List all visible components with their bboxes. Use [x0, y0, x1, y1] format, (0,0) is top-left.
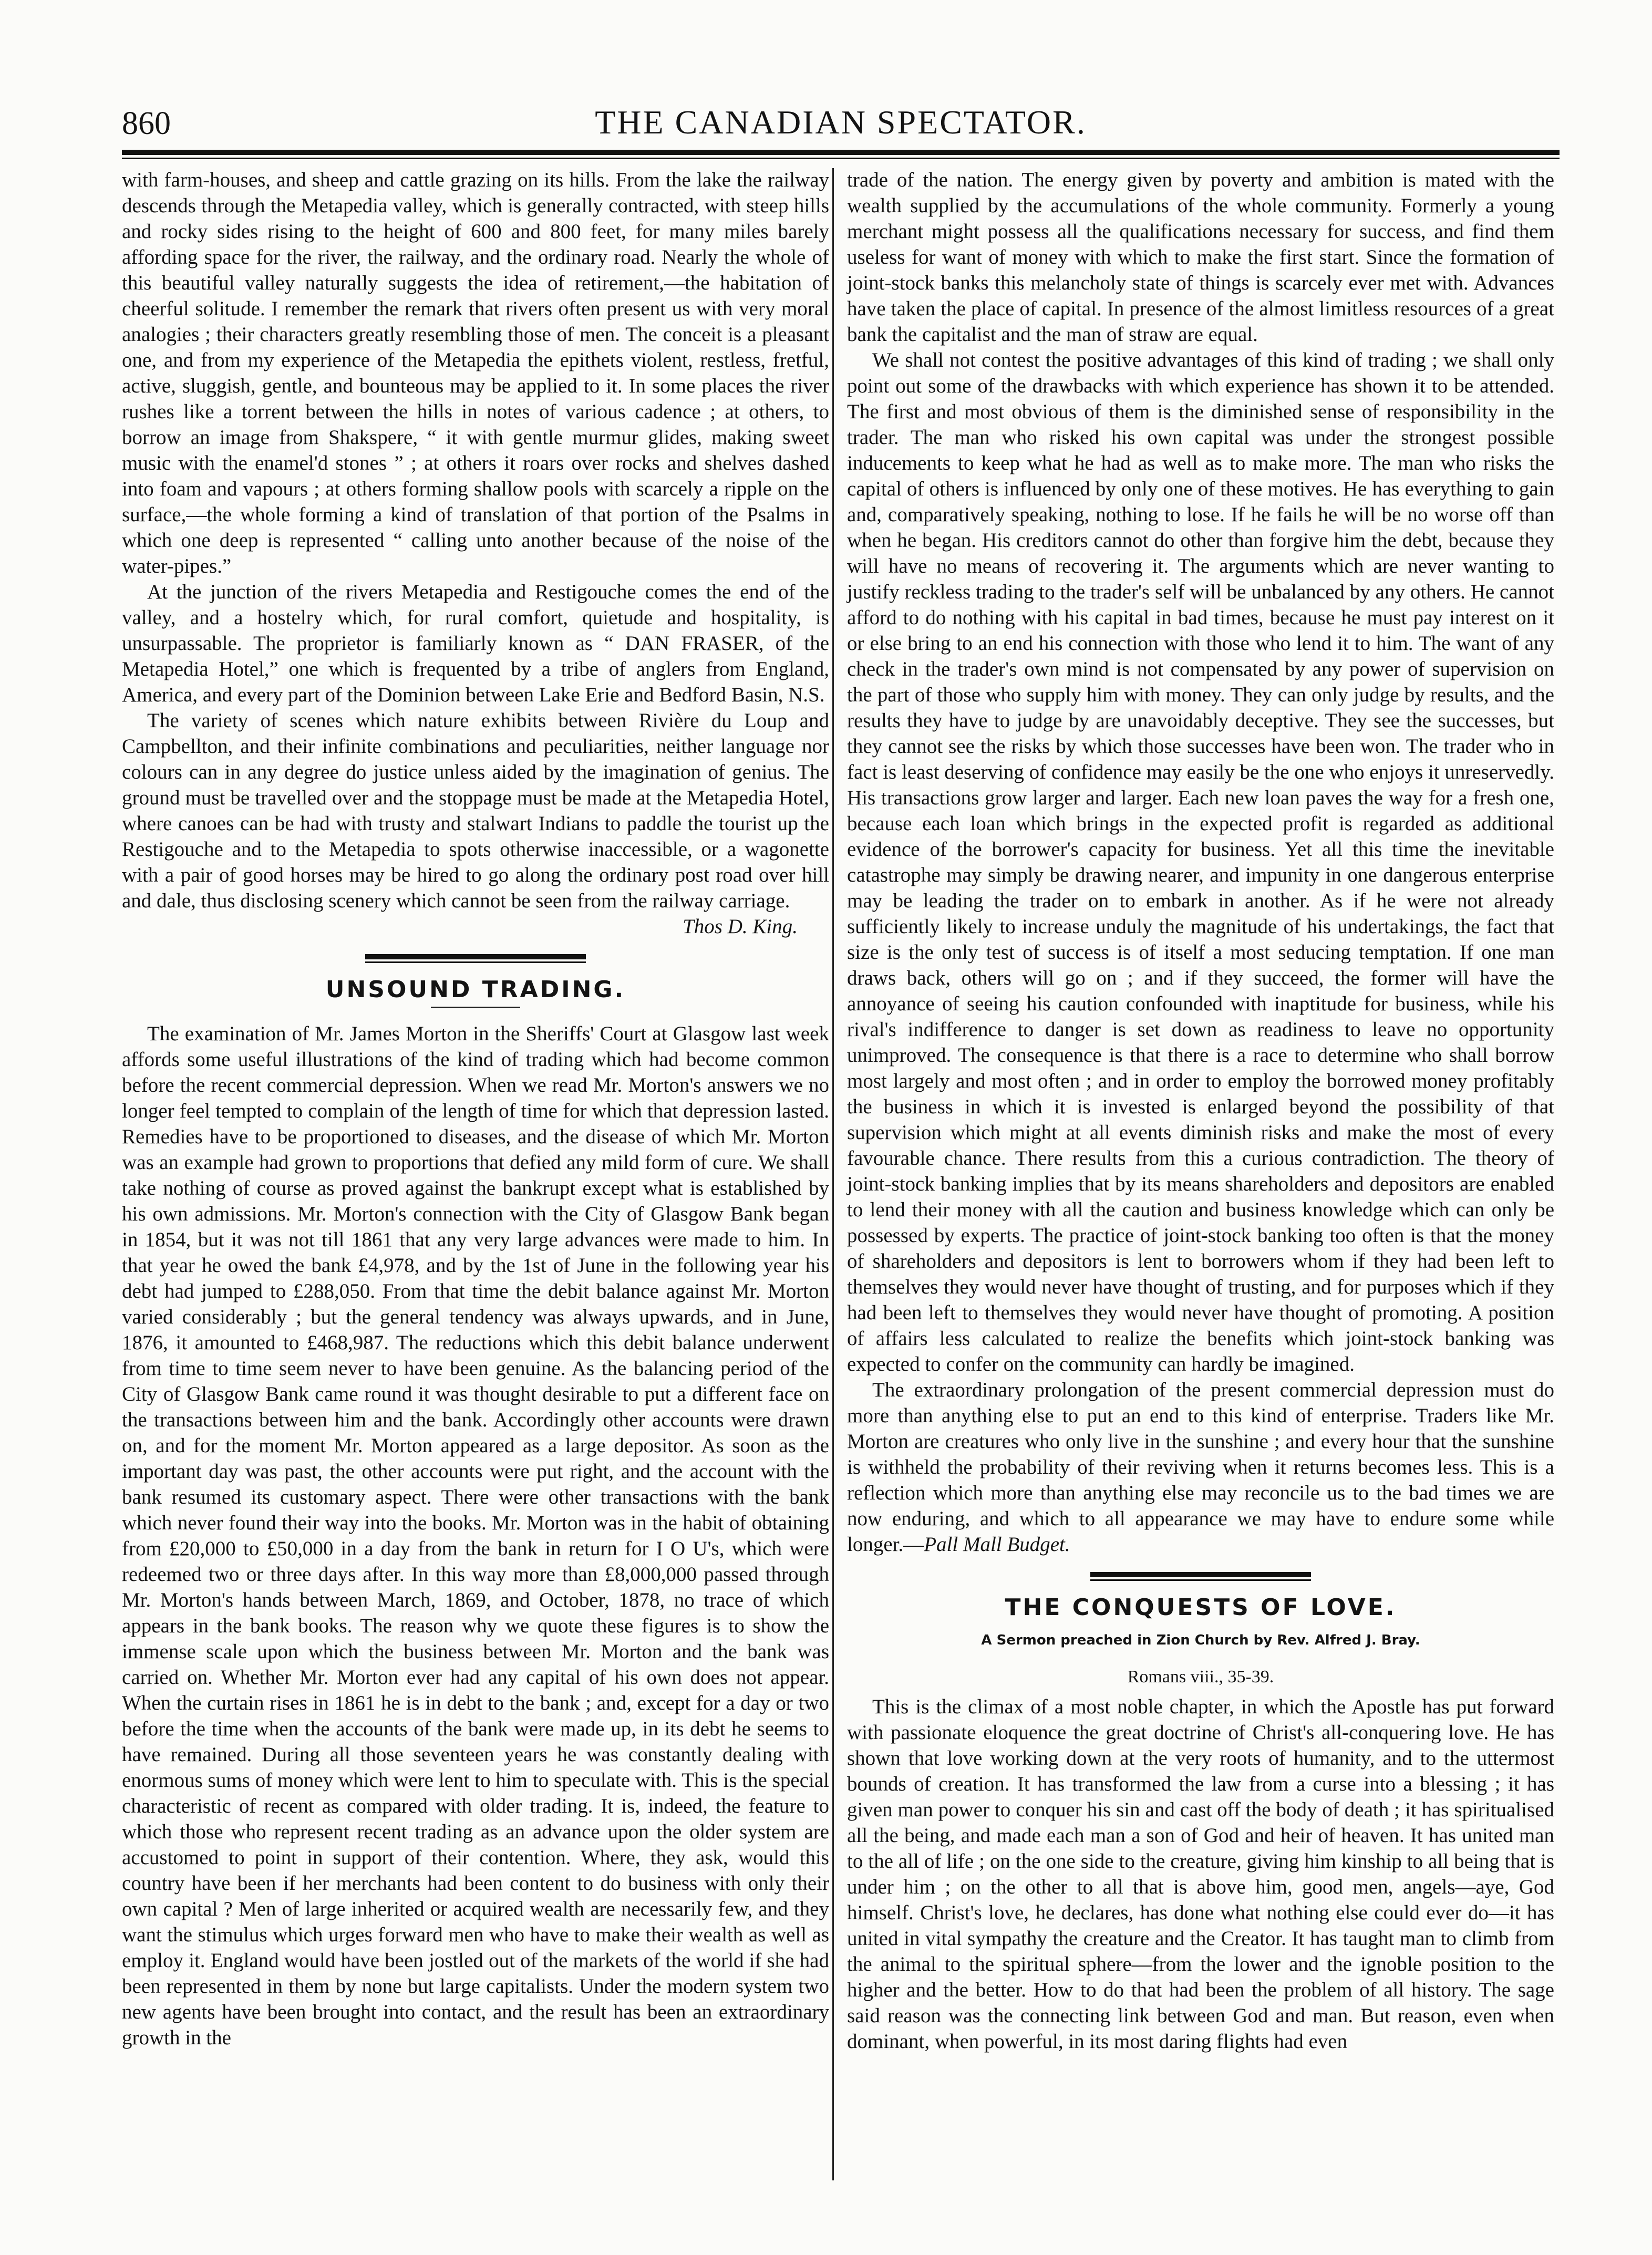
article-paragraph: with farm-houses, and sheep and cattle grazing on its hills. From the lake the railway descends through the Metapedia valley, which is generally contracted, with steep hills and rocky sides rising to the height of 600 and 800 feet, for many miles barely affording space for the river, the railway, and the ordinary road. Nearly the whole of this beautiful valley naturally suggests the idea of retirement,—the habitation of cheerful solitude. I remember the remark that rivers often present us with very moral analogies ; their characters greatly resembling those of men. The conceit is a pleasant one, and from my experience of the Metapedia the epithets violent, restless, fretful, active, sluggish, gentle, and bounteous may be applied to it. In some places the river rushes like a torrent between the hills in notes of various cadence ; at others, to borrow an image from Shakspere, “ it with gentle murmur glides, making sweet music with the enamel'd stones ” ; at others it roars over rocks and shelves dashed into foam and vapours ; at others forming shallow pools with scarcely a ripple on the surface,—the whole forming a kind of translation of that portion of the Psalms in which one deep is represented “ calling unto another because of the noise of the water-pipes.” — [122, 169, 829, 577]
paragraph-text: The extraordinary prolongation of the present commercial depression must do more than anything else to put an end to this kind of enterprise. Traders like Mr. Morton are creatures who only live in the sunshine ; and every hour that the sunshine is withheld the probability of their reviving when it returns becomes less. This is a reflection which more than anything else may reconcile us to the bad times we are now enduring, and which to all appearance we may have to endure some while longer.— — [847, 1379, 1554, 1556]
article-paragraph: The examination of Mr. James Morton in the Sheriffs' Court at Glasgow last week affords some useful illustrations of the kind of trading which had become common before the recent commercial depression. When we read Mr. Morton's answers we no longer feel tempted to complain of the length of time for which that depression lasted. Remedies have to be proportioned to diseases, and the disease of which Mr. Morton was an example had grown to proportions that defied any mild form of cure. We shall take nothing of course as proved against the bankrupt except what is established by his own admissions. Mr. Morton's connection with the City of Glasgow Bank began in 1854, but it was not till 1861 that any very large advances were made to him. In that year he owed the bank £4,978, and by the 1st of June in the following year his debt had jumped to £288,050. From that time the debit balance against Mr. Morton varied considerably ; but the general tendency was always upwards, and in June, 1876, it amounted to £468,987. The reductions which this debit balance underwent from time to time seem never to have been genuine. As the balancing period of the City of Glasgow Bank came round it was thought desirable to put a different face on the transactions between him and the bank. Accordingly other accounts were drawn on, and for the moment Mr. Morton appeared as a large depositor. As soon as the important day was past, the other accounts were put right, and the account with the bank resumed its customary aspect. There were other transactions with the bank which never found their way into the books. Mr. Morton was in the habit of obtaining from £20,000 to £50,000 in a day from the bank in return for I O U's, which were redeemed two or three days after. In this way more than £8,000,000 passed through Mr. Morton's hands between March, 1869, and October, 1878, no trace of which appears in the bank books. The reason why we quote these figures is to show the immense scale upon which the business between Mr. Morton and the bank was carried on. Whether Mr. Morton ever had any capital of his own does not appear. When the curtain rises in 1861 he is in debt to the bank ; and, except for a day or two before the time when the accounts of the bank were made up, in its debt he seems to have remained. During all those seventeen years he was constantly dealing with enormous sums of money which were lent to him to speculate with. This is the special characteristic of recent as compared with older trading. It is, indeed, the feature to which those who represent recent trading as an advance upon the older system are accustomed to point in support of their contention. Where, they ask, would this country have been if her merchants had been content to do business with only their own capital ? Men of large inherited or acquired wealth are necessarily few, and they want the stimulus which urges forward men who have to make their wealth as well as employ it. England would have been jostled out of the markets of the world if she had been represented in them by none but large capitalists. Under the modern system two new agents have been brought into contact, and the result has been an extraordinary growth in the — [122, 1022, 829, 2049]
section-rule-thin — [365, 961, 586, 963]
article-paragraph: trade of the nation. The energy given by poverty and ambition is mated with the wealth supplied by the accumulations of the whole community. Formerly a young merchant might possess all the qualifications necessary for success, and find them useless for want of money with which to make the first start. Since the formation of joint-stock banks this melancholy state of things is scarcely ever met with. Advances have taken the place of capital. In presence of the almost limitless resources of a great bank the capitalist and the man of straw are equal. — [847, 169, 1554, 346]
article-paragraph — [847, 1377, 1554, 1557]
right-column — [847, 167, 1554, 2054]
author-signature: Thos D. King. — [683, 915, 798, 938]
column-divider — [832, 168, 834, 2180]
sermon-subtitle: A Sermon preached in Zion Church by Rev. Alfred J. Bray. — [981, 1632, 1420, 1648]
section-rule — [1090, 1572, 1311, 1577]
header-rule-thick — [122, 150, 1560, 155]
page-number: 860 — [122, 106, 171, 141]
article-paragraph: This is the climax of a most noble chapter, in which the Apostle has put forward with passionate eloquence the great doctrine of Christ's all-conquering love. He has shown that love working down at the very roots of humanity, and to the uttermost bounds of creation. It has transformed the law from a curse into a blessing ; it has given man power to conquer his sin and cast off the body of death ; it has spiritualised all the being, and made each man a son of God and heir of heaven. It has united man to the all of life ; on the one side to the creature, giving him kinship to all being that is under him ; on the other to all that is above him, good men, angels—aye, God himself. Christ's love, he declares, has done what nothing else could ever do—it has united in vital sympathy the creature and the Creator. It has taught man to climb from the animal to the spiritual sphere—from the lower and the ignoble position to the higher and the better. How to do that had been the problem of all history. The sage said reason was the connecting link between God and man. But reason, even when dominant, when powerful, in its most daring flights had even — [847, 1695, 1554, 2053]
article-paragraph: The variety of scenes which nature exhibits between Rivière du Loup and Campbellton, and their infinite combinations and peculiarities, neither language nor colours can in any degree do justice unless aided by the imagination of genius. The ground must be travelled over and the stoppage must be made at the Metapedia Hotel, where canoes can be had with trusty and stalwart Indians to paddle the tourist up the Restigouche and to the Metapedia to spots otherwise inaccessible, or a wagonette with a pair of good horses may be hired to go along the ordinary post road over hill and dale, thus disclosing scenery which cannot be seen from the railway carriage. — [122, 709, 829, 912]
section-title-conquests-of-love: THE CONQUESTS OF LOVE. — [1005, 1594, 1397, 1621]
section-rule — [365, 954, 586, 959]
article-source: Pall Mall Budget. — [924, 1533, 1070, 1556]
page-header — [122, 100, 1560, 142]
left-column — [122, 167, 829, 2051]
title-underline — [431, 1007, 520, 1008]
scripture-reference: Romans viii., 35-39. — [1127, 1667, 1274, 1687]
article-paragraph: At the junction of the rivers Metapedia and Restigouche comes the end of the valley, and a hostelry which, for rural comfort, quietude and hospitality, is unsurpassable. The proprietor is familiarly known as “ DAN FRASER, of the Metapedia Hotel,” one which is frequented by a tribe of anglers from England, America, and every part of the Dominion between Lake Erie and Bedford Basin, N.S. — [122, 581, 829, 706]
section-rule-thin — [1090, 1579, 1311, 1581]
header-rule-thin — [122, 158, 1560, 159]
article-paragraph: We shall not contest the positive advantages of this kind of trading ; we shall only point out some of the drawbacks with which experience has shown it to be attended. The first and most obvious of them is the diminished sense of responsibility in the trader. The man who risked his own capital was under the strongest possible inducements to keep what he had as well as to make more. The man who risks the capital of others is influenced by only one of these motives. He has everything to gain and, comparatively speaking, nothing to lose. If he fails he will be no worse off than when he began. His creditors cannot do other than forgive him the debt, because they will have no means of recovering it. The arguments which are never wanting to justify reckless trading to the trader's self will be unbalanced by any others. He cannot afford to do nothing with his capital in bad times, because he must pay interest on it or else bring to an end his connection with those who lend it to him. The want of any check in the trader's own mind is not compensated by any power of supervision on the part of those who supply him with money. They can only judge by results, and the results they have to judge by are unavoidably deceptive. They see the successes, but they cannot see the risks by which those successes have been won. The trader who in fact is least deserving of confidence may easily be the one who enjoys it unreservedly. His transactions grow larger and larger. Each new loan paves the way for a fresh one, because each loan which brings in the expected profit is regarded as additional evidence of the borrower's capacity for business. Yet all this time the inevitable catastrophe may simply be drawing nearer, and impunity in one dangerous enterprise may be leading the trader on to embark in another. As if he were not already sufficiently likely to increase unduly the magnitude of his undertakings, the fact that size is the only test of success is of itself a most seducing temptation. If one man draws back, others will go on ; and if they succeed, the former will have the annoyance of seeing his caution confounded with inaptitude for business, while his rival's indifference to danger is set down as readiness to leave no opportunity unimproved. The consequence is that there is a race to determine who shall borrow most largely and most often ; and in order to employ the borrowed money profitably the business in which it is invested is enlarged beyond the possibility of that supervision which might at all events diminish risks and make the most of every favourable chance. There results from this a curious contradiction. The theory of joint-stock banking implies that by its means shareholders and depositors are enabled to lend their money with all the caution and business knowledge which can only be possessed by experts. The practice of joint-stock banking too often is that the money of shareholders and depositors is lent to borrowers whom if they had been left to themselves they would never have thought of trusting, and for purposes which if they had been left to themselves they would never have thought of promoting. A position of affairs less calculated to realize the benefits which joint-stock banking was expected to confer on the community can hardly be imagined. — [847, 349, 1554, 1375]
section-title-unsound-trading: UNSOUND TRADING. — [325, 976, 626, 1003]
masthead: THE CANADIAN SPECTATOR. — [595, 104, 1087, 141]
